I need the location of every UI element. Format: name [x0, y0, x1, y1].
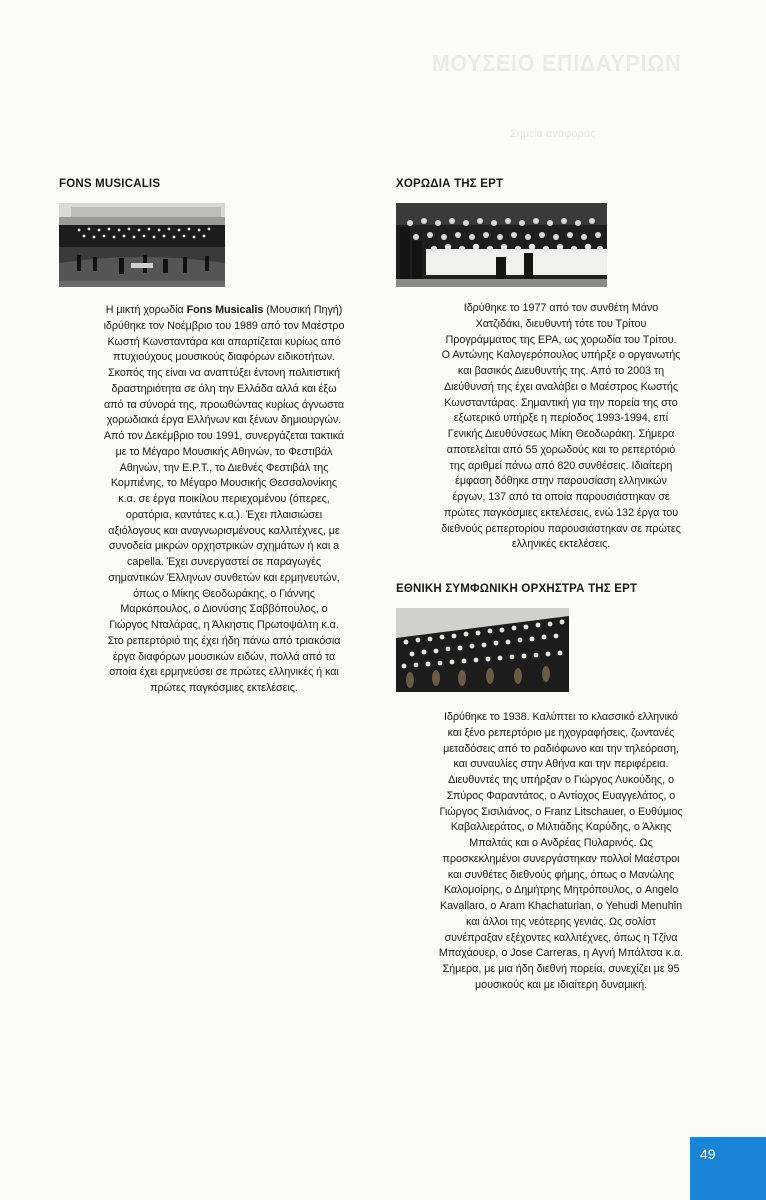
right-column: [396, 178, 726, 994]
fons-musicalis-heading: FONS MUSICALIS: [59, 178, 161, 190]
show-through-subheading: Σημεία αναφοράς: [510, 128, 596, 140]
text-segment: πτυχιούχους μουσικούς διαφόρων ειδικοτήτων.: [112, 351, 336, 364]
text-segment: πρώτες παγκόσμιες εκτελέσεις.: [150, 682, 298, 694]
text-segment: Αθηνών, την Ε.Ρ.Τ., το Διεθνές Φεστιβάλ της: [119, 461, 329, 474]
text-segment: Η μικτή χορωδία: [105, 304, 187, 316]
text-segment: αξιόλογους και αναγνωρισμένους καλλιτέχνες, με: [108, 524, 340, 537]
text-segment: ελληνικές εκτελέσεις.: [511, 538, 611, 551]
text-segment: και άλλοι της νεότερης γενιάς. Ως σολίστ: [465, 915, 657, 928]
text-segment: δραστηριότητα σε όλη την Ελλάδα αλλά και έξω: [111, 382, 337, 395]
text-segment: Σκοπός της είναι να αναπτύξει έντονη πολιτιστική: [108, 367, 340, 379]
text-segment: και συναυλίες στην Αθήνα και την περιφέρεια.: [453, 758, 669, 771]
text-segment: Ιδρύθηκε το 1977 από τον συνθέτη Μάνο: [463, 302, 659, 314]
text-segment: εξωτερικό υπήρξε η περίοδος 1993-1994, επί: [453, 412, 669, 425]
fons-musicalis-text: [59, 303, 389, 697]
text-segment: με το Μέγαρο Μουσικής Αθηνών, το Φεστιβάλ: [115, 445, 333, 458]
concert-hall-choir-image: [59, 203, 225, 287]
text-segment: και βασικός Διευθυντής της. Από το 2003 τη: [457, 365, 665, 377]
show-through-heading: ΜΟΥΣΕΙΟ ΕΠΙΔΑΥΡΙΩΝ: [432, 50, 682, 76]
text-segment: Μπαλτάς και ο Ανδρέας Πυλαρινός. Ως: [469, 837, 653, 849]
text-segment: κ.α. σε έργα ποικίλου περιεχομένου (όπερες,: [118, 493, 330, 505]
text-segment: (Μουσική Πηγή): [263, 304, 343, 316]
orchestra-image: [396, 608, 569, 692]
text-segment: διεθνούς ρεπερτορίου παρουσιάστηκαν σε πρώτες: [441, 522, 681, 535]
text-segment: συνοδεία μικρών ορχηστρικών σχημάτων ή και a: [108, 540, 340, 553]
text-segment: έργα διαφόρων μουσικών ειδών, πολλά από τα: [112, 650, 336, 663]
text-segment: Γιώργος Νταλάρας, η Άλκηστις Πρωτοψάλτη κ.α.: [109, 619, 339, 631]
choir-group-image: [396, 203, 607, 287]
text-segment: Γενικής Διευθύνσεως Μίκη Θεοδωράκη. Σήμερα: [447, 428, 675, 440]
text-segment: συνέπραξαν εξέχοντες καλλιτέχνες, όπως η Τζίνα: [444, 931, 678, 944]
text-segment: Kavallaro, ο Aram Khachaturian, ο Yehudi Menuhin: [439, 900, 683, 912]
ert-choir-photo: [396, 203, 726, 287]
national-symphony-text: [396, 710, 726, 994]
text-segment: Διευθυντές της υπήρξαν ο Γιώργος Λυκούδης, ο: [448, 774, 674, 786]
text-segment: αποτελείται από 55 χορωδούς και το ρεπερτόριό: [446, 443, 676, 456]
text-segment: Σήμερα, με μια ήδη διεθνή πορεία, συνεχίζει με 95: [442, 963, 680, 975]
text-segment: Διεύθυνσή της έχει αναλάβει ο Μαέστρος Κωστής: [444, 380, 678, 393]
text-segment: οποία έχει ερμηνεύσει σε πρώτες ελληνικές ή και: [109, 666, 339, 679]
text-segment: Σπύρος Φαραντάτος, ο Αντίοχος Ευαγγελάτος, ο: [446, 789, 676, 802]
text-segment: από τα σύνορά της, προωθώντας κυρίως άγνωστα: [103, 398, 345, 411]
text-segment: Από τον Δεκέμβριο του 1991, συνεργάζεται τακτικά: [103, 430, 345, 442]
ert-choir-heading: ΧΟΡΩΔΙΑ ΤΗΣ ΕΡΤ: [396, 178, 504, 190]
text-segment: ορατόρια, καντάτες κ.α.). Έχει πλαισιώσει: [125, 508, 323, 521]
text-segment: όπως ο Μίκης Θεοδωράκης, ο Γιάννης: [133, 587, 315, 600]
national-symphony-photo: [396, 608, 726, 692]
text-segment: capella. Έχει συνεργαστεί σε παραγωγές: [126, 556, 321, 568]
text-segment: Στο ρεπερτόριό της έχει ήδη πάνω από τριακόσια: [107, 634, 341, 647]
text-segment: και συνθέτες διεθνούς φήμης, όπως ο Μανώλης: [447, 868, 675, 881]
text-segment: σημαντικών Έλληνων συνθετών και ερμηνευτών,: [108, 571, 340, 584]
ert-choir-text: [396, 301, 726, 553]
text-segment: και ξένο ρεπερτόριο με ηχογραφήσεις, ζωντανές: [447, 726, 675, 739]
text-segment: της αριθμεί πάνω από 820 συνθέσεις. Ιδιαίτερη: [449, 459, 673, 472]
show-through-smudge: [300, 1078, 440, 1108]
national-symphony-heading: ΕΘΝΙΚΗ ΣΥΜΦΩΝΙΚΗ ΟΡΧΗΣΤΡΑ ΤΗΣ ΕΡΤ: [396, 583, 638, 595]
text-segment: ιδρύθηκε τον Νοέμβριο του 1989 από τον Μαέστρο: [103, 319, 345, 332]
page-number: 49: [700, 1146, 716, 1162]
text-segment: Κωνσταντάρας. Σημαντική για την πορεία της στο: [444, 396, 678, 409]
text-segment: πρώτες παγκόσμιες εκτελέσεις, ενώ 132 έργα του: [443, 506, 679, 519]
text-segment: προσκεκλημένοι συνεργάστηκαν πολλοί Μαέστροι: [442, 852, 680, 865]
fons-musicalis-photo: [59, 203, 389, 287]
text-segment: Κομπιένης, το Μέγαρο Μουσικής Θεσσαλονίκης: [110, 477, 338, 490]
page-number-tab: [690, 1137, 766, 1200]
bold-name: Fons Musicalis: [186, 304, 264, 316]
text-segment: Προγράμματος της ΕΡΑ, ως χορωδία του Τρίτου.: [445, 333, 677, 346]
text-segment: Καλομοίρης, ο Δημήτρης Μητρόπουλος, ο Angelo: [443, 884, 679, 897]
text-segment: Ιδρύθηκε το 1938. Καλύπτει το κλασσικό ελληνικό: [443, 711, 679, 723]
text-segment: έμφαση δόθηκε στην παρουσίαση ελληνικών: [455, 475, 667, 488]
text-segment: Χατζιδάκι, διευθυντή τότε του Τρίτου: [475, 317, 647, 330]
text-segment: χορωδιακά έργα Ελλήνων και ξένων δημιουργών.: [106, 414, 342, 427]
text-segment: μουσικούς και με ιδιαίτερη δυναμική.: [475, 978, 647, 991]
text-segment: Κωστή Κωνσταντάρα και απαρτίζεται κυρίως από: [107, 335, 341, 348]
text-segment: Μπαχάουερ, ο Jose Carreras, η Αγνή Μπάλτσα κ.α.: [438, 947, 684, 960]
text-segment: Ο Αντώνης Καλογερόπουλος υπήρξε ο οργανωτής: [441, 349, 681, 362]
left-column: [59, 178, 389, 697]
text-segment: Μαρκόπουλος, ο Διονύσης Σαββόπουλος, ο: [120, 603, 328, 616]
text-segment: Καβαλλιεράτος, ο Μιλτιάδης Καρύδης, ο Άλκης: [450, 821, 672, 834]
text-segment: μεταδόσεις από το ραδιόφωνο και την τηλεόραση,: [443, 742, 679, 755]
text-segment: έργων, 137 από τα οποία παρουσιάστηκαν σε: [452, 491, 670, 503]
text-segment: Γιώργος Σισιλιάνος, ο Franz Litschauer, ο Ευθύμιος: [439, 805, 683, 818]
